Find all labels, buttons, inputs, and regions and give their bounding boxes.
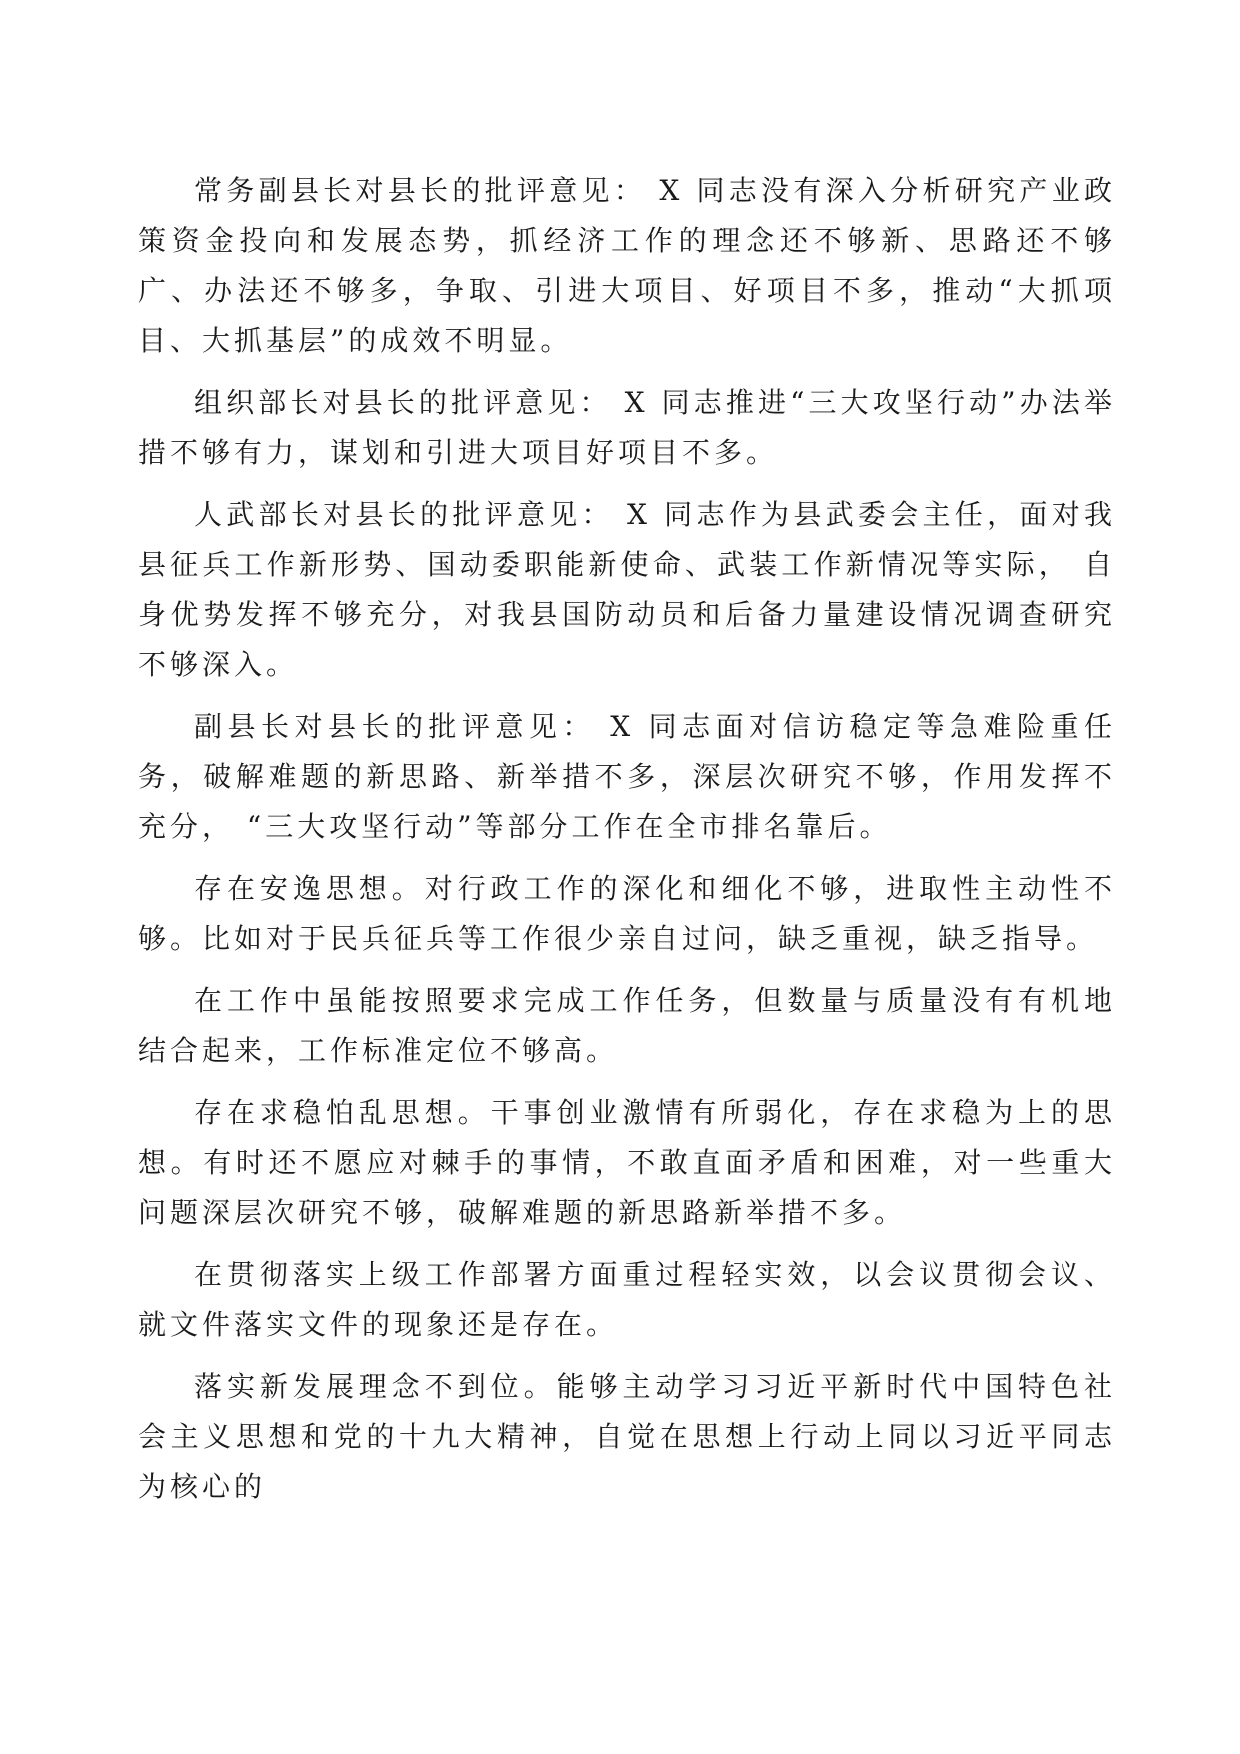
paragraph-3: 人武部长对县长的批评意见： X 同志作为县武委会主任，面对我县征兵工作新形势、国动委职能新使命、武装工作新情况等实际， 自身优势发挥不够充分，对我县国防动员和后备力量建设情况调查研究不够深入。 [138, 498, 1116, 681]
paragraph-5: 存在安逸思想。对行政工作的深化和细化不够，进取性主动性不够。比如对于民兵征兵等工作很少亲自过问，缺乏重视，缺乏指导。 [138, 872, 1116, 955]
paragraph-4: 副县长对县长的批评意见： X 同志面对信访稳定等急难险重任务，破解难题的新思路、新举措不多，深层次研究不够，作用发挥不充分， “三大攻坚行动”等部分工作在全市排名靠后。 [138, 710, 1116, 843]
paragraph-9: 落实新发展理念不到位。能够主动学习习近平新时代中国特色社会主义思想和党的十九大精神，自觉在思想上行动上同以习近平同志为核心的 [138, 1370, 1116, 1503]
paragraph-7: 存在求稳怕乱思想。干事创业激情有所弱化，存在求稳为上的思想。有时还不愿应对棘手的事情，不敢直面矛盾和困难，对一些重大问题深层次研究不够，破解难题的新思路新举措不多。 [138, 1096, 1116, 1229]
paragraph-2: 组织部长对县长的批评意见： X 同志推进“三大攻坚行动”办法举措不够有力，谋划和引进大项目好项目不多。 [138, 386, 1116, 469]
document-body [138, 166, 1116, 1524]
paragraph-8: 在贯彻落实上级工作部署方面重过程轻实效，以会议贯彻会议、就文件落实文件的现象还是存在。 [138, 1258, 1116, 1341]
paragraph-6: 在工作中虽能按照要求完成工作任务，但数量与质量没有有机地结合起来，工作标准定位不够高。 [138, 984, 1116, 1067]
paragraph-1: 常务副县长对县长的批评意见： X 同志没有深入分析研究产业政策资金投向和发展态势，抓经济工作的理念还不够新、思路还不够广、办法还不够多，争取、引进大项目、好项目不多，推动“大抓项目、大抓基层”的成效不明显。 [138, 174, 1116, 357]
